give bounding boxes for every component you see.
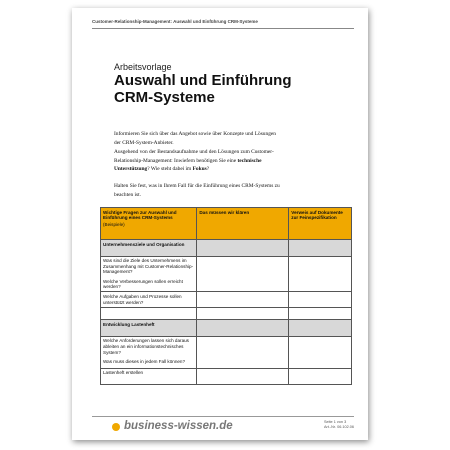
running-header: Customer-Relationship-Management: Auswahl und Einführung CRM-Systeme: [92, 19, 258, 24]
header-questions-label: Wichtige Fragen zur Auswahl und Einführung eines CRM-Systems: [103, 209, 177, 221]
reference-cell[interactable]: [289, 256, 352, 292]
intro-2-line-3-mid: ? Wie steht dabei im: [147, 166, 193, 172]
footer-divider: [92, 416, 354, 417]
table-cell: [289, 240, 352, 257]
header-questions-sub: (Beispiele): [103, 221, 125, 227]
article-number: Art.-Nr. 06.102.06: [324, 425, 354, 429]
reference-cell[interactable]: [289, 292, 352, 308]
question-cell: Lastenheft erstellen: [101, 368, 197, 384]
intro-3-line-2: beachten ist.: [114, 191, 141, 198]
question-text: Was sind die Ziele des Unternehmens im Zusammenhang mit Customer-Relationship-Management?: [103, 258, 194, 275]
crm-questions-table: [100, 207, 352, 385]
header-to-clarify: Das müssen wir klären: [197, 208, 289, 240]
table-cell: [197, 240, 289, 257]
table-row: [101, 256, 352, 292]
section-row-goals: [101, 240, 352, 257]
header-doc-reference: Verweis auf Dokumente zur Feinspezifikation: [289, 208, 352, 240]
answer-cell[interactable]: [197, 368, 289, 384]
question-text: Was muss dieses in jedem Fall können?: [103, 359, 186, 365]
section-label-goals: Unternehmensziele und Organisation: [101, 240, 197, 257]
question-cell: [101, 256, 197, 292]
page-number: Seite 1 von 3: [324, 420, 347, 424]
question-text: Welche Anforderungen lassen sich daraus ableiten an ein informationstechnisches System?: [103, 338, 189, 355]
intro-2-emphasis-focus: Fokus: [192, 166, 207, 172]
question-text: Welche Verbesserungen sollen erreicht werden?: [103, 278, 183, 290]
answer-cell[interactable]: [197, 292, 289, 308]
reference-cell[interactable]: [289, 368, 352, 384]
intro-paragraph-2: [114, 148, 352, 174]
logo-dot-icon: [112, 423, 120, 431]
intro-paragraph-1: [114, 130, 352, 147]
document-kicker: Arbeitsvorlage: [114, 62, 172, 72]
intro-paragraph-3: [114, 182, 352, 199]
intro-1-line-2: der CRM-System-Anbieter.: [114, 139, 174, 146]
spacer-row: [101, 308, 352, 320]
answer-cell[interactable]: [197, 256, 289, 292]
intro-2-emphasis-technical: technische: [237, 157, 262, 164]
intro-2-line-2: Relationship-Management: Inwiefern benötigen Sie eine: [114, 157, 238, 164]
question-cell: [101, 336, 197, 368]
reference-cell[interactable]: [289, 336, 352, 368]
intro-2-line-1: Ausgehend von der Bestandsaufnahme und den Lösungen zum Customer-: [114, 149, 274, 155]
title-line-1: Auswahl und Einführung: [114, 72, 292, 89]
document-page: [72, 8, 368, 440]
table-row: [101, 292, 352, 308]
document-title: [114, 72, 291, 106]
question-cell: Welche Aufgaben und Prozesse sollen unterstützt werden?: [101, 292, 197, 308]
title-line-2: CRM-Systeme: [114, 89, 215, 106]
footer-logo: business-wissen.de: [124, 420, 233, 432]
section-row-requirements: [101, 320, 352, 337]
table-cell: [197, 308, 289, 320]
footer-meta: [324, 420, 354, 430]
table-header-row: [101, 208, 352, 240]
header-divider: [92, 28, 354, 29]
intro-3-line-1: Halten Sie fest, was in Ihrem Fall für die Einführung eines CRM-Systems zu: [114, 183, 280, 189]
table-cell: [101, 308, 197, 320]
table-row: [101, 368, 352, 384]
table-cell: [289, 320, 352, 337]
intro-2-emphasis-support: Unterstützung: [114, 166, 148, 172]
answer-cell[interactable]: [197, 336, 289, 368]
intro-2-line-3-end: ?: [206, 166, 210, 172]
section-label-requirements: Entwicklung Lastenheft: [101, 320, 197, 337]
intro-1-line-1: Informieren Sie sich über das Angebot sowie über Konzepte und Lösungen: [114, 131, 276, 137]
header-questions: [101, 208, 197, 240]
table-cell: [289, 308, 352, 320]
table-cell: [197, 320, 289, 337]
table-row: [101, 336, 352, 368]
